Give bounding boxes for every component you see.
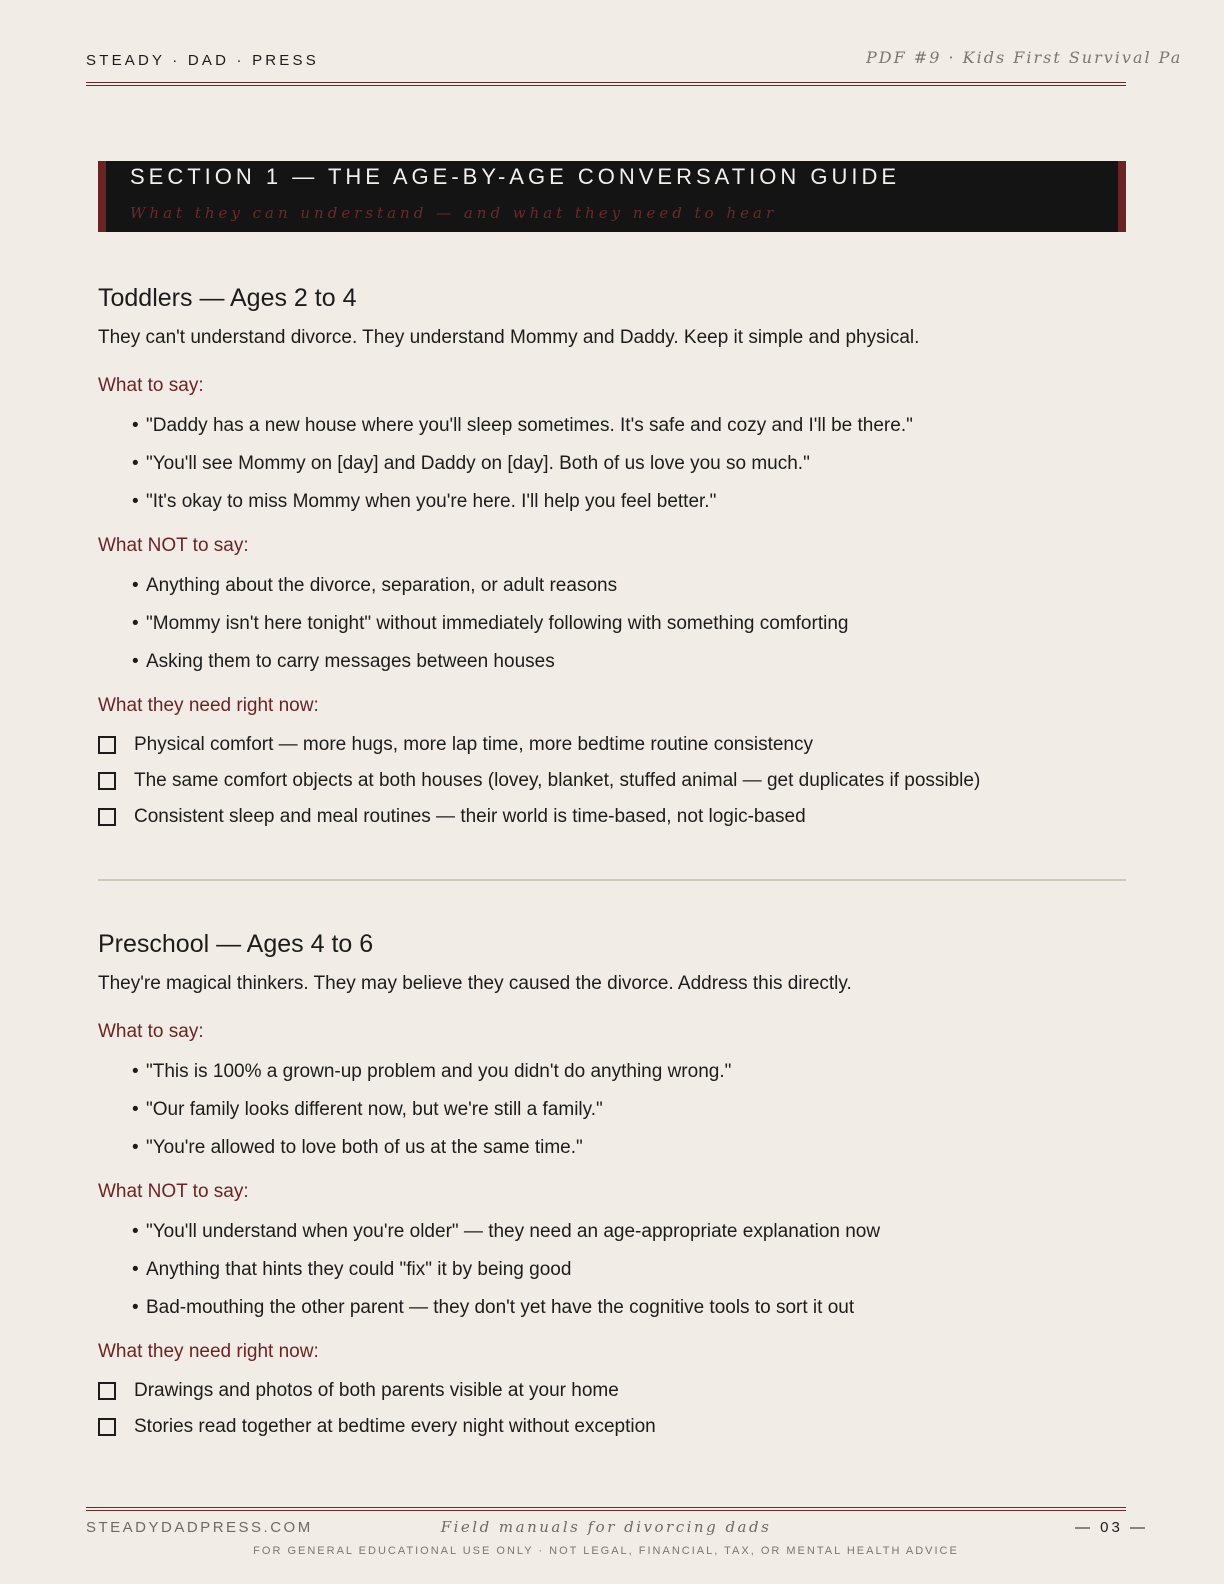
checklist-text: Drawings and photos of both parents visible at your home (134, 1380, 619, 1401)
page-header (86, 48, 1183, 83)
what-to-say-list (98, 1053, 1126, 1167)
needs-checklist (98, 1373, 1126, 1445)
checklist-item (98, 1373, 1126, 1409)
checklist-text: Physical comfort — more hugs, more lap time, more bedtime routine consistency (134, 734, 813, 755)
what-to-say-label: What to say: (98, 375, 204, 396)
checklist-text: The same comfort objects at both houses (lovey, blanket, stuffed animal — get duplicates if possible) (134, 770, 981, 791)
section-toddlers (98, 283, 1126, 835)
list-item: • "It's okay to miss Mommy when you're here. I'll help you feel better." (132, 483, 1126, 521)
list-item: • "Our family looks different now, but we're still a family." (132, 1091, 1126, 1129)
list-item: • "You'll understand when you're older" — they need an age-appropriate explanation now (132, 1213, 1126, 1251)
needs-checklist (98, 727, 1126, 835)
list-item: • Asking them to carry messages between houses (132, 643, 1126, 681)
checklist-item (98, 1409, 1126, 1445)
checklist-text: Stories read together at bedtime every night without exception (134, 1416, 656, 1437)
section-intro: They're magical thinkers. They may believe they caused the divorce. Address this directly. (98, 973, 852, 994)
what-not-to-say-list (98, 1213, 1126, 1327)
what-not-to-say-label: What NOT to say: (98, 535, 249, 556)
needs-label: What they need right now: (98, 1341, 319, 1362)
checklist-item (98, 763, 1126, 799)
footer-site: STEADYDADPRESS.COM (86, 1519, 313, 1536)
checkbox[interactable] (98, 736, 116, 754)
needs-label: What they need right now: (98, 695, 319, 716)
page-footer (86, 1510, 1148, 1571)
checklist-item (98, 799, 1126, 835)
list-item: • "Mommy isn't here tonight" without immediately following with something comforting (132, 605, 1126, 643)
page-number: — 03 — (1074, 1519, 1148, 1536)
checklist-text: Consistent sleep and meal routines — their world is time-based, not logic-based (134, 806, 806, 827)
checklist-item (98, 727, 1126, 763)
checkbox[interactable] (98, 1418, 116, 1436)
list-item: • "Daddy has a new house where you'll sleep sometimes. It's safe and cozy and I'll be there." (132, 407, 1126, 445)
what-to-say-list (98, 407, 1126, 521)
section-preschool (98, 929, 1126, 1445)
section-intro: They can't understand divorce. They understand Mommy and Daddy. Keep it simple and physical. (98, 327, 920, 348)
list-item: • "You'll see Mommy on [day] and Daddy on [day]. Both of us love you so much." (132, 445, 1126, 483)
banner-title: SECTION 1 — THE AGE-BY-AGE CONVERSATION GUIDE (130, 164, 901, 189)
list-item: • Anything about the divorce, separation, or adult reasons (132, 567, 1126, 605)
list-item: • "This is 100% a grown-up problem and you didn't do anything wrong." (132, 1053, 1126, 1091)
list-item: • Bad-mouthing the other parent — they don't yet have the cognitive tools to sort it out (132, 1289, 1126, 1327)
what-not-to-say-list (98, 567, 1126, 681)
section-heading: Preschool — Ages 4 to 6 (98, 930, 374, 958)
list-item: • Anything that hints they could "fix" it by being good (132, 1251, 1126, 1289)
footer-disclaimer: FOR GENERAL EDUCATIONAL USE ONLY · NOT LEGAL, FINANCIAL, TAX, OR MENTAL HEALTH ADVICE (253, 1545, 959, 1557)
checkbox[interactable] (98, 1382, 116, 1400)
section-heading: Toddlers — Ages 2 to 4 (98, 284, 357, 312)
section-banner (98, 161, 1126, 232)
checkbox[interactable] (98, 772, 116, 790)
checkbox[interactable] (98, 808, 116, 826)
brand-name: STEADY · DAD · PRESS (86, 52, 319, 69)
what-not-to-say-label: What NOT to say: (98, 1181, 249, 1202)
section-divider (98, 879, 1126, 881)
banner-subtitle: What they can understand — and what they need to hear (130, 204, 778, 222)
document-title: PDF #9 · Kids First Survival Pa (866, 48, 1183, 67)
what-to-say-label: What to say: (98, 1021, 204, 1042)
footer-tagline: Field manuals for divorcing dads (440, 1518, 772, 1536)
list-item: • "You're allowed to love both of us at the same time." (132, 1129, 1126, 1167)
